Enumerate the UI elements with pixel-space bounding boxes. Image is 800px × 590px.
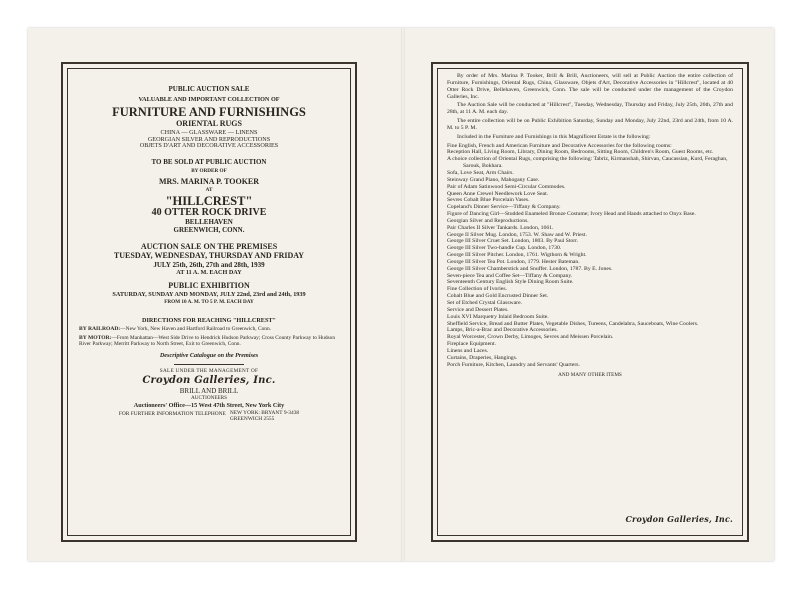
at-label: AT	[205, 187, 213, 194]
owner-name: MRS. MARINA P. TOOKER	[158, 176, 260, 186]
brochure-sheet	[28, 28, 774, 561]
closing-line: AND MANY OTHER ITEMS	[558, 372, 622, 379]
list-item: Lamps, Bric-a-Brac and Decorative Accessories.	[447, 327, 558, 334]
list-item: George II Silver Mug. London, 1753. W. Shaw and W. Priest.	[447, 231, 587, 238]
telephone-info	[73, 411, 345, 422]
list-item: George III Silver Cruet Set. London, 1803. By Paul Storr.	[447, 238, 579, 245]
items-line-2: GEORGIAN SILVER AND REPRODUCTIONS	[147, 135, 271, 143]
paragraph-exhibition: The entire collection will be on Public Exhibition Saturday, Sunday and Monday, July 22nd, 23rd and 24th, from 10 A. M. to 5 P. M.	[447, 118, 733, 131]
list-item: Set of Etched Crystal Glassware.	[447, 300, 523, 306]
list-item: Seven-piece Tea and Coffee Set—Tiffany & Company.	[447, 272, 573, 279]
exhibition-time: FROM 10 A. M. TO 5 P. M. EACH DAY	[164, 299, 254, 306]
list-item: Queen Anne Crewel Needlework Love Seat.	[447, 190, 549, 197]
list-item: Service and Dessert Plates.	[447, 306, 509, 313]
railroad-label: BY RAILROAD:	[79, 326, 121, 333]
list-item: George III Silver Two-handle Cup. London, 1730.	[447, 245, 562, 252]
telephone-numbers	[230, 411, 299, 422]
railroad-text: —New York, New Haven and Hartford Railroad to Greenwich, Conn.	[120, 326, 272, 333]
list-item: Sofa, Love Seat, Arm Chairs.	[447, 169, 514, 176]
estate-city: GREENWICH, CONN.	[173, 226, 245, 235]
list-item: Fireplace Equipment.	[447, 341, 496, 348]
paragraph-intro: By order of Mrs. Marina P. Tooker, Brill & Brill, Auctioneers, will sell at Public Auction the entire collection of Furniture, Furnishings, Oriental Rugs, China, Glassware, Objets d'Art, Decorative Accessories in "Hillcrest", located at 40 Otter Rock Drive, Bellehaven, Greenwich, Conn. The sale will be conducted under the management of the Croydon Galleries, Inc.	[447, 73, 733, 100]
list-item: Linens and Laces.	[447, 347, 489, 354]
list-item: Fine English, French and American Furniture and Decorative Accessories for the following rooms:	[447, 142, 672, 149]
title-furniture: FURNITURE AND FURNISHINGS	[112, 104, 306, 119]
list-item: Pair Charles II Silver Tankards. London, 1661.	[447, 224, 554, 231]
list-item: Porch Furniture, Kitchen, Laundry and Servants' Quarters.	[447, 361, 580, 368]
company-name: Croydon Galleries, Inc.	[142, 375, 276, 387]
phone-greenwich: GREENWICH 2555	[229, 415, 275, 422]
exhibition-heading: PUBLIC EXHIBITION	[168, 281, 250, 291]
list-item: Fine Collection of Ivories.	[447, 286, 508, 293]
exhibition-dates: SATURDAY, SUNDAY AND MONDAY, JULY 22nd, 23rd and 24th, 1939	[112, 290, 306, 298]
list-item: Figure of Dancing Girl—Studded Enameled Bronze Costume; Ivory Head and Hands attached to Onyx Base.	[447, 211, 696, 218]
items-list	[447, 143, 733, 369]
heading-public-auction: PUBLIC AUCTION SALE	[168, 85, 250, 93]
directions-heading: DIRECTIONS FOR REACHING "HILLCREST"	[142, 316, 276, 324]
list-item: Pair of Adam Satinwood Semi-Circular Commodes.	[447, 183, 566, 190]
sale-time: AT 11 A. M. EACH DAY	[176, 268, 242, 276]
motor-label: BY MOTOR:	[79, 335, 112, 342]
list-item: Royal Worcester, Crown Derby, Limoges, Sevres and Meissen Porcelain.	[447, 334, 614, 341]
list-item: Curtains, Draperies, Hangings.	[447, 354, 518, 361]
left-panel-content	[73, 74, 345, 530]
office-address: Auctioneers' Office—15 West 47th Street, New York City	[133, 402, 285, 410]
list-item: Cobalt Blue and Gold Encrusted Dinner Set.	[447, 293, 549, 300]
list-item: George III Silver Pitcher. London, 1761. Wigthorn & Wright.	[447, 252, 587, 259]
list-item: Sevres Cobalt Blue Porcelain Vases.	[447, 197, 530, 204]
directions-motor	[79, 335, 339, 348]
list-item: George III Silver Chamberstick and Snuffer. London, 1787. By E. Jones.	[447, 265, 613, 272]
right-panel-content	[447, 73, 733, 530]
divider	[174, 364, 244, 365]
left-panel	[61, 62, 357, 542]
paragraph-sale: The Auction Sale will be conducted at "Hillcrest", Tuesday, Wednesday, Thursday and Friday, July 25th, 26th, 27th and 28th, at 11 A. M. each day.	[447, 102, 733, 116]
sale-dates: JULY 25th, 26th, 27th and 28th, 1939	[153, 260, 265, 269]
estate-name: "HILLCREST"	[165, 193, 253, 208]
items-line-1: CHINA — GLASSWARE — LINENS	[160, 129, 258, 137]
heading-collection: VALUABLE AND IMPORTANT COLLECTION OF	[138, 96, 280, 104]
list-item: Sheffield Service, Bread and Butter Plates, Vegetable Dishes, Tureens, Candelabra, Sauceboats, Wine Coolers.	[447, 320, 699, 327]
directions-railroad	[79, 326, 339, 333]
telephone-label: FOR FURTHER INFORMATION TELEPHONE	[118, 410, 226, 417]
management-label: SALE UNDER THE MANAGEMENT OF	[159, 367, 259, 374]
sold-at-heading: TO BE SOLD AT PUBLIC AUCTION	[151, 157, 267, 166]
list-item: Georgian Silver and Reproductions.	[447, 217, 529, 224]
by-order-label: BY ORDER OF	[191, 168, 227, 175]
list-item: George III Silver Tea Pot. London, 1779. Hester Bateman.	[447, 258, 580, 265]
estate-address: 40 OTTER ROCK DRIVE	[151, 206, 267, 218]
motor-text: —From Manhattan—West Side Drive to Hendrick Hudson Parkway; Cross County Parkway to Hudson River Parkway; Merritt Parkway to North Street, Exit to Greenwich, Conn.	[79, 335, 336, 348]
sale-heading: AUCTION SALE ON THE PREMISES	[140, 241, 278, 251]
paragraph-included: Included in the Furniture and Furnishings in this Magnificent Estate is the following:	[457, 133, 651, 140]
catalogue-note: Descriptive Catalogue on the Premises	[159, 352, 259, 360]
subtitle-rugs: ORIENTAL RUGS	[176, 118, 242, 128]
list-item: Copeland's Dinner Service—Tiffany & Company.	[447, 204, 561, 211]
auctioneers-label: AUCTIONEERS	[190, 394, 228, 401]
right-panel	[431, 62, 749, 542]
phone-new-york: NEW YORK: BRYANT 9-3438	[229, 409, 300, 416]
list-item: A choice collection of Oriental Rugs, comprising the following: Tabriz, Kirmanshah, Shirvan, Caucassian, Kurd, Feraghan, Sarouk, Bokhara.	[447, 156, 728, 170]
list-item: Louis XVI Marquetry Inlaid Bedroom Suite.	[447, 313, 549, 320]
list-item: Steinway Grand Piano, Mahogany Case.	[447, 176, 540, 183]
auctioneers-name: BRILL AND BRILL	[179, 386, 239, 395]
estate-town: BELLEHAVEN	[185, 218, 233, 227]
center-fold	[401, 28, 405, 561]
signature: Croydon Galleries, Inc.	[625, 514, 733, 524]
list-item: Seventeenth Century English Style Dining Room Suite.	[447, 279, 574, 286]
list-item: Reception Hall, Living Room, Library, Dining Room, Bedrooms, Sitting Room, Children's Room, Guest Rooms, etc.	[447, 149, 714, 156]
items-line-3: OBJETS D'ART AND DECORATIVE ACCESSORIES	[139, 142, 279, 150]
sale-days: TUESDAY, WEDNESDAY, THURSDAY AND FRIDAY	[113, 251, 305, 261]
